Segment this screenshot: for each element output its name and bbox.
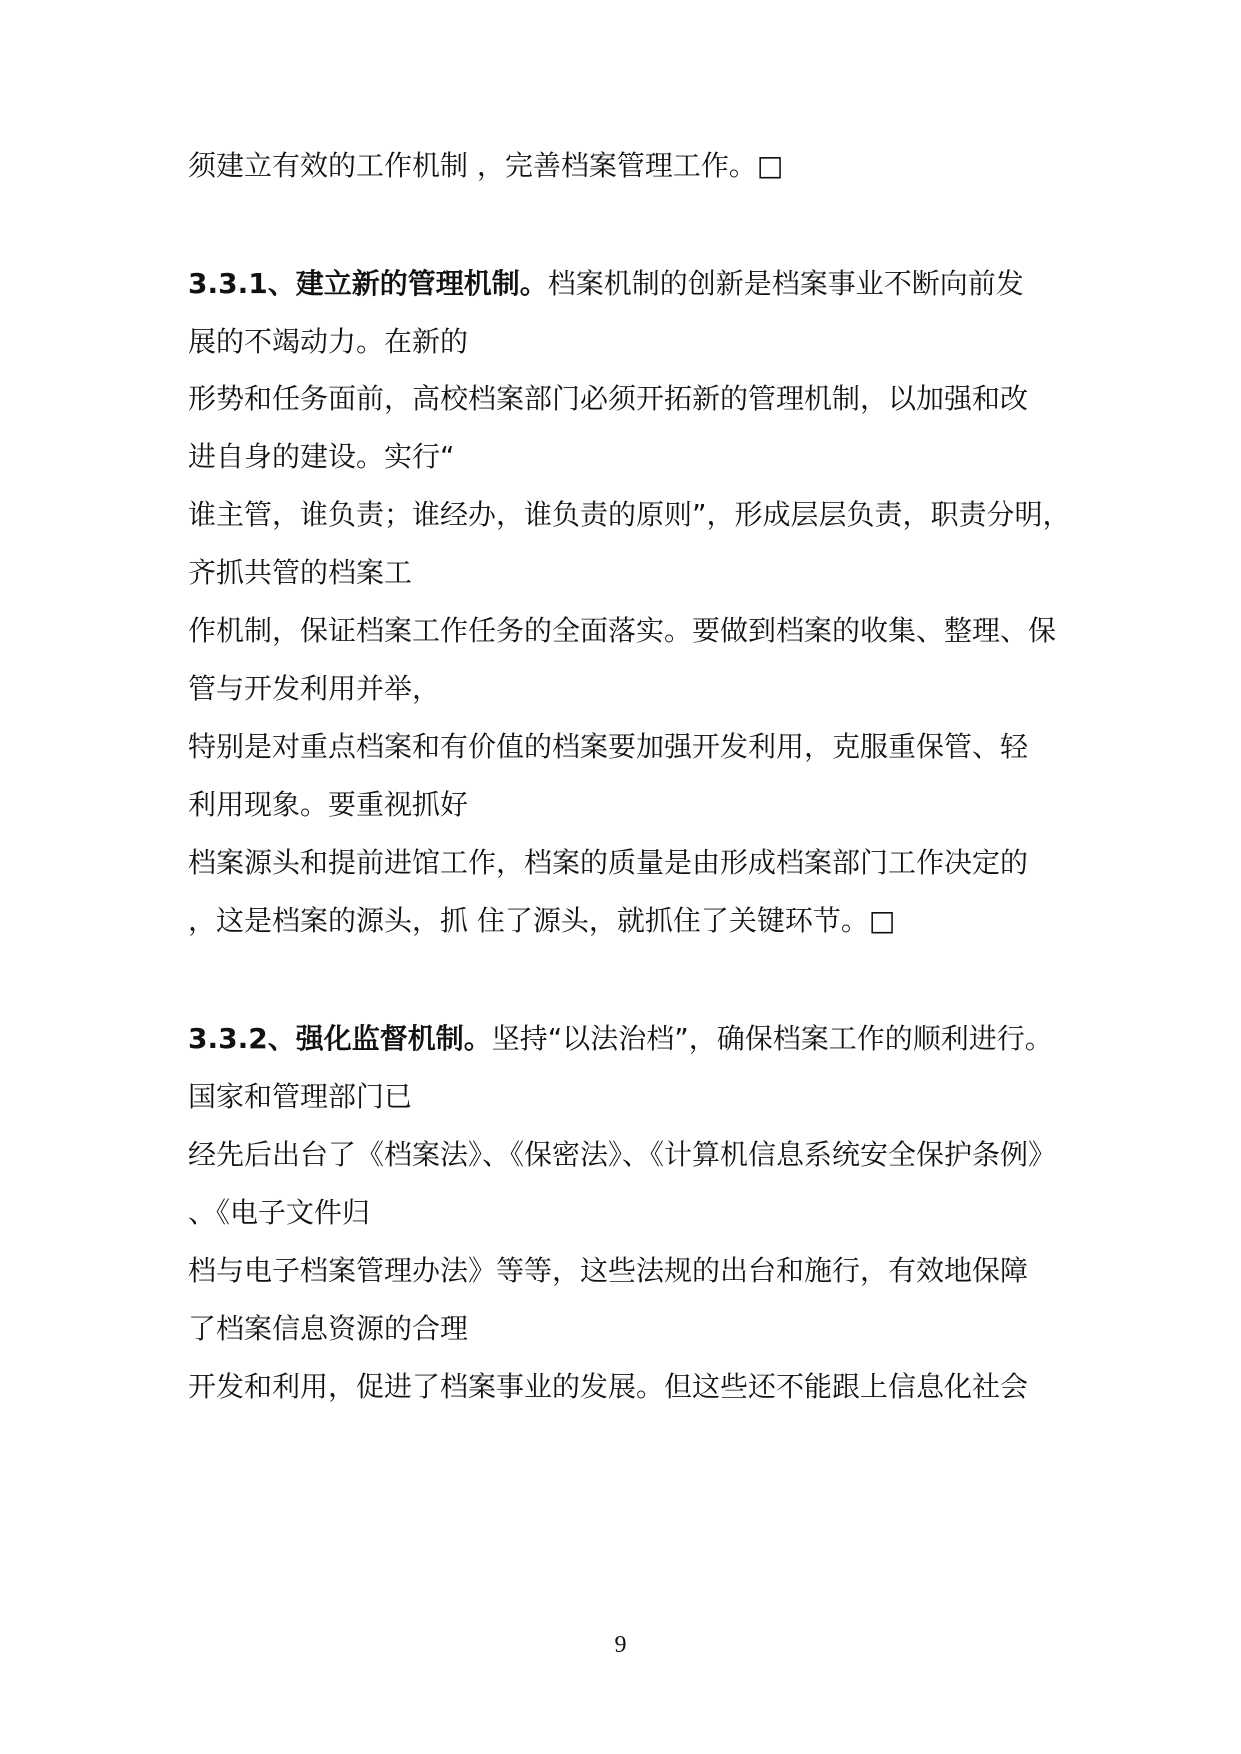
text-line: 经先后出台了《档案法》、《保密法》、《计算机信息系统安全保护条例》	[188, 1138, 1057, 1171]
text-line: 管与开发利用并举，	[188, 672, 441, 705]
text-line: 、《电子文件归	[188, 1196, 371, 1229]
text-line: ，这是档案的源头，抓 住了源头，就抓住了关键环节。□	[188, 904, 896, 937]
text-line: 档案源头和提前进馆工作，档案的质量是由形成档案部门工作决定的	[188, 846, 1029, 879]
text-run: 档案机制的创新是档案事业不断向前发	[547, 267, 1024, 300]
section-heading-line	[188, 1021, 1088, 1057]
text-line: 档与电子档案管理办法》等等，这些法规的出台和施行，有效地保障	[188, 1254, 1029, 1287]
text-line: 齐抓共管的档案工	[188, 556, 413, 589]
text-line: 须建立有效的工作机制 ，完善档案管理工作。□	[188, 149, 784, 182]
section-heading: 3.3.1、建立新的管理机制。	[188, 267, 548, 300]
text-line: 利用现象。要重视抓好	[188, 788, 469, 821]
text-line: 作机制，保证档案工作任务的全面落实。要做到档案的收集、整理、保	[188, 614, 1057, 647]
text-line: 形势和任务面前，高校档案部门必须开拓新的管理机制，以加强和改	[188, 382, 1029, 415]
text-line: 展的不竭动力。在新的	[188, 325, 469, 358]
text-line: 谁主管，谁负责；谁经办，谁负责的原则”，形成层层负责，职责分明，	[188, 498, 1071, 531]
text-line: 进自身的建设。实行“	[188, 440, 455, 473]
section-heading: 3.3.2、强化监督机制。	[188, 1022, 492, 1055]
page-number: 9	[614, 1632, 627, 1658]
text-line: 国家和管理部门已	[188, 1080, 413, 1113]
text-line: 开发和利用，促进了档案事业的发展。但这些还不能跟上信息化社会	[188, 1370, 1029, 1403]
text-line: 了档案信息资源的合理	[188, 1312, 469, 1345]
section-heading-line	[188, 266, 1088, 302]
text-run: 坚持“以法治档”，确保档案工作的顺利进行。	[491, 1022, 1053, 1055]
text-line: 特别是对重点档案和有价值的档案要加强开发利用，克服重保管、轻	[188, 730, 1029, 763]
